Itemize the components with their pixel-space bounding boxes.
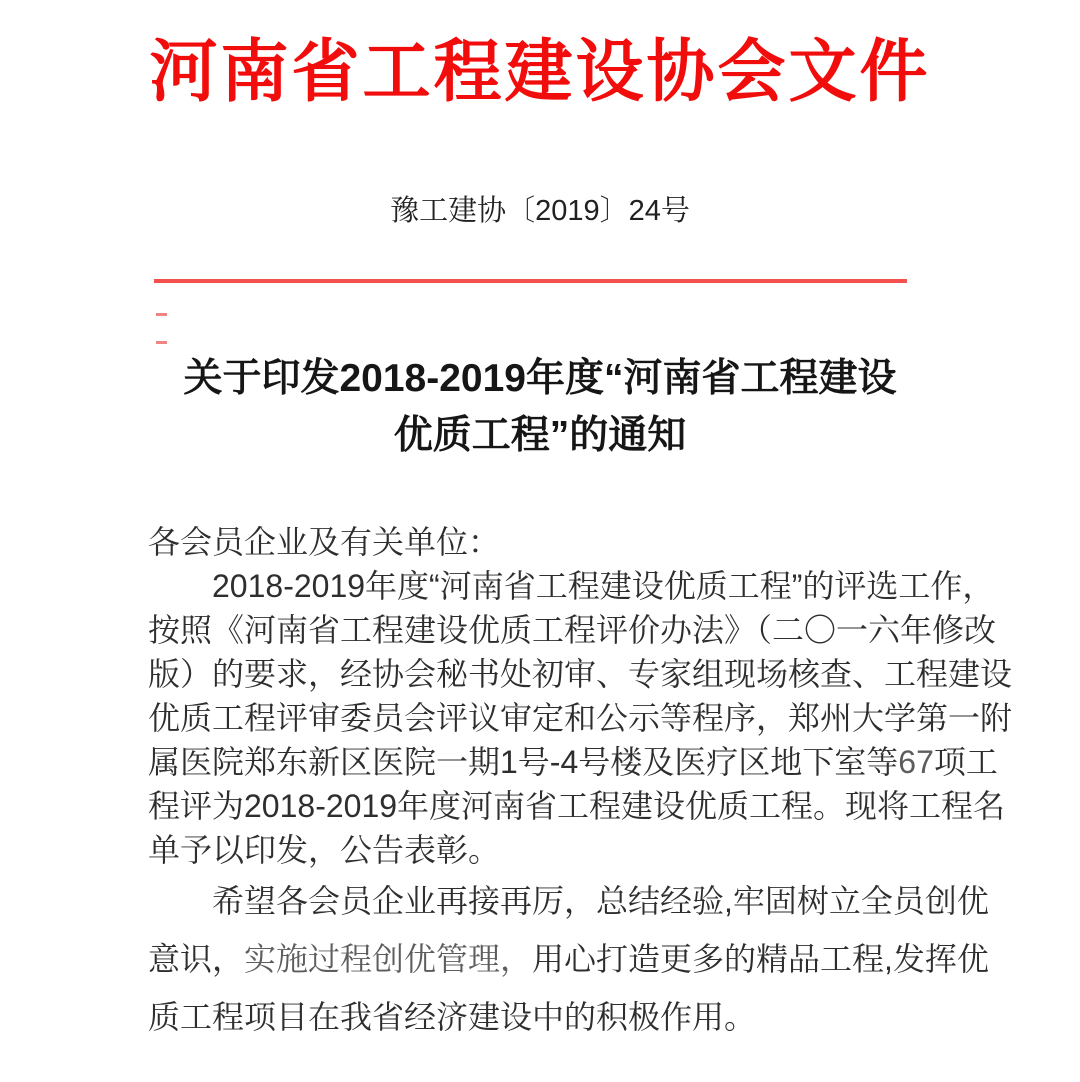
body-line: 质工程项目在我省经济建设中的积极作用。 xyxy=(148,999,757,1035)
body-text-segment: 意识， xyxy=(148,941,245,977)
subject-heading-line-1: 关于印发2018-2019年度“河南省工程建设 xyxy=(183,357,897,400)
red-divider-rule xyxy=(154,279,907,283)
body-paragraph-2 xyxy=(148,872,989,1046)
project-count-value: 67 xyxy=(898,744,934,780)
body-line xyxy=(148,930,989,988)
body-line: 单予以印发，公告表彰。 xyxy=(148,832,501,868)
body-line: 程评为2018-2019年度河南省工程建设优质工程。现将工程名 xyxy=(148,788,1006,824)
body-line: 希望各会员企业再接再厉，总结经验,牢固树立全员创优 xyxy=(212,883,989,919)
body-line: 2018-2019年度“河南省工程建设优质工程”的评选工作， xyxy=(212,568,995,604)
salutation-line: 各会员企业及有关单位： xyxy=(148,524,501,560)
gray-text-segment: 实施过程创优管理， xyxy=(244,941,533,977)
body-text-segment: 项工 xyxy=(933,744,998,780)
subject-heading xyxy=(70,350,1010,464)
subject-heading-line-2: 优质工程”的通知 xyxy=(393,414,687,457)
body-line: 按照《河南省工程建设优质工程评价办法》（二〇一六年修改 xyxy=(148,612,997,648)
body-paragraph-1 xyxy=(148,520,1013,872)
body-text-segment: 属医院郑东新区医院一期1号-4号楼及医疗区地下室等 xyxy=(148,744,899,780)
red-tick-dash-2 xyxy=(156,341,167,344)
body-text-segment: 用心打造更多的精品工程,发挥优 xyxy=(532,941,989,977)
red-tick-dash-1 xyxy=(156,313,167,316)
document-number: 豫工建协〔2019〕24号 xyxy=(390,195,690,227)
body-line xyxy=(148,740,998,784)
body-line: 版）的要求，经协会秘书处初审、专家组现场核查、工程建设 xyxy=(148,656,1013,692)
masthead-title: 河南省工程建设协会文件 xyxy=(149,34,931,110)
body-line: 优质工程评审委员会评议审定和公示等程序，郑州大学第一附 xyxy=(148,700,1013,736)
